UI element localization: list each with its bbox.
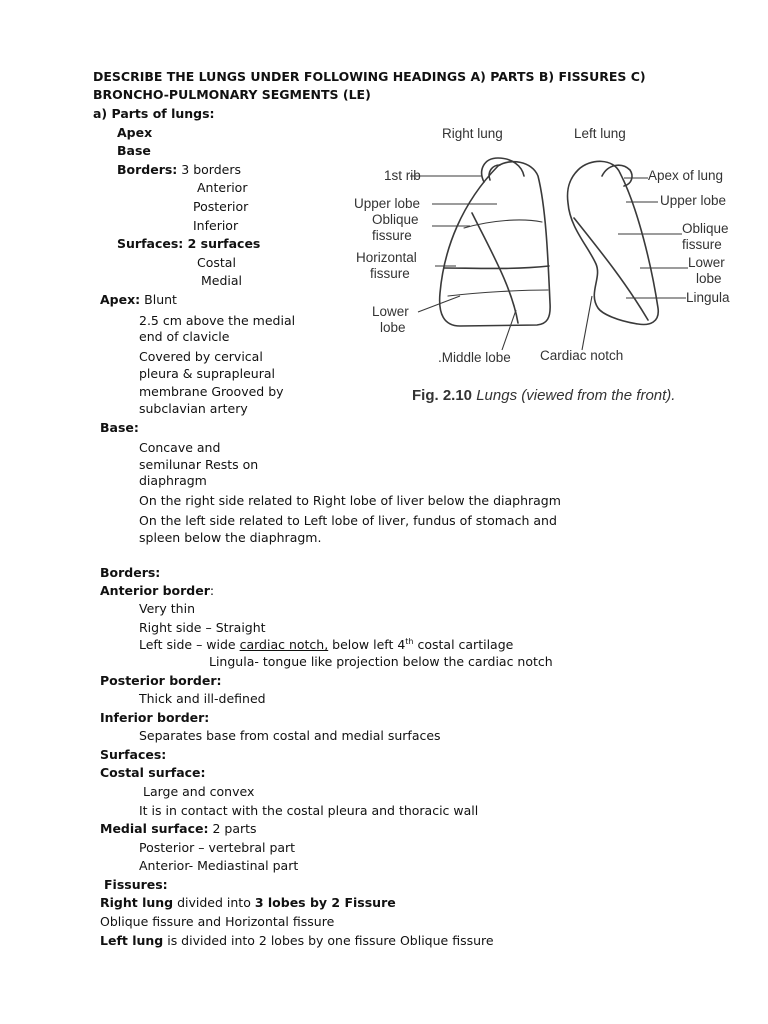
base-line: Concave and [139, 440, 221, 455]
label-oblique-right-1: Oblique [372, 212, 419, 227]
costal-surface-line: Large and convex [143, 784, 255, 799]
parts-apex: Apex [117, 125, 153, 140]
anterior-border-label: Anterior border [100, 583, 210, 598]
border-item-inferior: Inferior [193, 218, 239, 233]
lungs-figure [352, 118, 752, 408]
border-item-anterior: Anterior [197, 180, 248, 195]
base-line: spleen below the diaphragm. [139, 530, 322, 545]
label-oblique-left-1: Oblique [682, 221, 729, 236]
cardiac-notch-text: cardiac notch, [239, 637, 329, 652]
posterior-border-label: Posterior border: [100, 673, 222, 688]
caption-number: Fig. 2.10 [412, 387, 473, 404]
apex-heading [100, 292, 177, 308]
medial-surface-heading [100, 821, 257, 837]
medial-surface-value: 2 parts [208, 821, 257, 836]
label-upper-lobe-left: Upper lobe [660, 193, 727, 208]
parts-borders-value: 3 borders [177, 162, 241, 177]
label-lower-lobe-left-1: Lower [688, 255, 725, 270]
label-lower-lobe-right-2: lobe [380, 320, 406, 335]
lungs-diagram [352, 118, 752, 408]
label-horizontal-1: Horizontal [356, 250, 417, 265]
apex-line: subclavian artery [139, 401, 248, 416]
inferior-border-label: Inferior border: [100, 710, 210, 725]
right-lung-line [100, 895, 396, 911]
apex-value: Blunt [140, 292, 177, 307]
costal-surface-label: Costal surface: [100, 765, 206, 780]
label-horizontal-2: fissure [370, 266, 410, 281]
surface-item-costal: Costal [197, 255, 236, 270]
medial-surface-line: Posterior – vertebral part [139, 840, 296, 855]
parts-surfaces: Surfaces: 2 surfaces [117, 236, 261, 251]
label-first-rib: 1st rib [384, 168, 421, 183]
parts-borders-label: Borders: [117, 162, 178, 177]
apex-line: membrane Grooved by [139, 384, 284, 399]
anterior-border-line: Right side – Straight [139, 620, 266, 635]
left-side-suffix: costal cartilage [413, 637, 514, 652]
base-line: On the left side related to Left lobe of liver, fundus of stomach and [139, 513, 557, 528]
right-lung-label: Right lung [100, 895, 174, 910]
inferior-border-line: Separates base from costal and medial surfaces [139, 728, 441, 743]
surfaces-heading: Surfaces: [100, 747, 167, 762]
anterior-border-line: Very thin [139, 601, 195, 616]
medial-surface-label: Medial surface: [100, 821, 209, 836]
label-right-lung: Right lung [442, 126, 503, 141]
label-middle-lobe: .Middle lobe [438, 350, 511, 365]
label-oblique-left-2: fissure [682, 237, 722, 252]
apex-line: pleura & suprapleural [139, 366, 275, 381]
base-line: semilunar Rests on [139, 457, 259, 472]
borders-heading: Borders: [100, 565, 161, 580]
label-cardiac-notch: Cardiac notch [540, 348, 624, 363]
caption-text: Lungs (viewed from the front). [472, 387, 676, 404]
base-line: On the right side related to Right lobe of liver below the diaphragm [139, 493, 561, 508]
parts-borders [117, 162, 241, 178]
label-lower-lobe-right-1: Lower [372, 304, 409, 319]
costal-surface-line: It is in contact with the costal pleura and thoracic wall [139, 803, 479, 818]
ordinal-suffix: th [405, 636, 414, 646]
label-upper-lobe-right: Upper lobe [354, 196, 421, 211]
parts-title: a) Parts of lungs: [93, 106, 215, 121]
left-lung-rest: is divided into 2 lobes by one fissure Oblique fissure [163, 933, 494, 948]
left-side-mid: below left 4 [328, 637, 406, 652]
posterior-border-line: Thick and ill-defined [139, 691, 266, 706]
apex-line: 2.5 cm above the medial [139, 313, 296, 328]
label-left-lung: Left lung [574, 126, 626, 141]
label-oblique-right-2: fissure [372, 228, 412, 243]
label-lingula: Lingula [686, 290, 730, 305]
label-apex-of-lung: Apex of lung [648, 168, 724, 183]
right-lung-bold: 3 lobes by 2 Fissure [254, 895, 396, 910]
anterior-border-heading [100, 583, 214, 599]
left-lung-label: Left lung [100, 933, 164, 948]
right-lung-mid: divided into [173, 895, 255, 910]
surface-item-medial: Medial [201, 273, 243, 288]
fissures-heading: Fissures: [104, 877, 168, 892]
left-side-line [139, 637, 513, 653]
anterior-border-colon: : [209, 583, 215, 598]
fissure-names-line: Oblique fissure and Horizontal fissure [100, 914, 335, 929]
left-lung-line [100, 933, 494, 949]
medial-surface-line: Anterior- Mediastinal part [139, 858, 299, 873]
apex-line: end of clavicle [139, 329, 230, 344]
border-item-posterior: Posterior [193, 199, 249, 214]
apex-line: Covered by cervical [139, 349, 263, 364]
heading-line-1: DESCRIBE THE LUNGS UNDER FOLLOWING HEADINGS A) PARTS B) FISSURES C) [93, 69, 646, 84]
apex-label: Apex: [100, 292, 141, 307]
base-heading: Base: [100, 420, 139, 435]
parts-base: Base [117, 143, 151, 158]
figure-caption [412, 387, 675, 404]
base-line: diaphragm [139, 473, 207, 488]
lingula-line: Lingula- tongue like projection below the cardiac notch [209, 654, 553, 669]
label-lower-lobe-left-2: lobe [696, 271, 722, 286]
heading-line-2: BRONCHO-PULMONARY SEGMENTS (LE) [93, 87, 371, 102]
left-side-prefix: Left side – wide [139, 637, 240, 652]
